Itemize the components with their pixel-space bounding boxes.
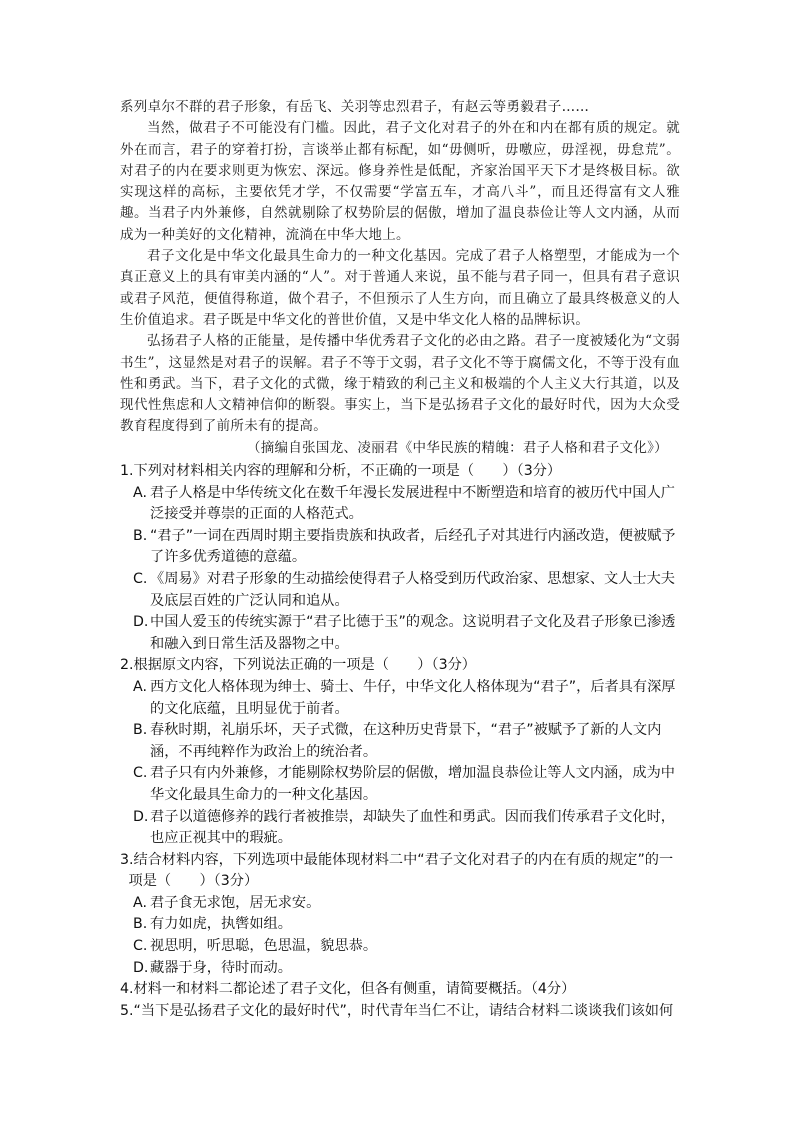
- question-3-option-d[interactable]: [120, 958, 680, 980]
- question-2-option-a[interactable]: [120, 677, 680, 720]
- material-paragraph-3: 君子文化是中华文化最具生命力的一种文化基因。完成了君子人格塑型，才能成为一个真正意义上的具有审美内涵的“人”。对于普通人来说，虽不能与君子同一，但具有君子意识或君子风范，便值得称道，做个君子，不但预示了人生方向，而且确立了最具终极意义的人生价值追求。君子既是中华文化的普世价值，又是中华文化人格的品牌标识。: [120, 248, 680, 328]
- question-4: [120, 979, 680, 1001]
- question-1-option-c[interactable]: [120, 569, 680, 612]
- question-3-option-c[interactable]: [120, 936, 680, 958]
- option-letter: D.: [133, 808, 149, 825]
- option-text: 视思明，听思聪，色思温，貌思恭。: [150, 938, 378, 955]
- reading-material: [120, 97, 680, 459]
- question-2-option-c[interactable]: [120, 763, 680, 806]
- option-text: 君子只有内外兼修，才能剔除权势阶层的倨傲，增加温良恭俭让等人文内涵，成为中华文化最具生命力的一种文化基因。: [150, 765, 675, 803]
- option-text: 春秋时期，礼崩乐坏，天子式微，在这种历史背景下，“君子”被赋予了新的人文内涵，不再纯粹作为政治上的统治者。: [150, 722, 662, 760]
- option-letter: C.: [133, 938, 148, 955]
- option-text: 君子人格是中华传统文化在数千年漫长发展进程中不断塑造和培育的被历代中国人广泛接受并尊崇的正面的人格范式。: [150, 484, 675, 523]
- question-3: [120, 850, 680, 980]
- question-2-stem: 2.根据原文内容，下列说法正确的一项是（ ）（3分）: [120, 657, 476, 674]
- question-list: [120, 461, 680, 1022]
- question-1-stem: 1.下列对材料相关内容的理解和分析，不正确的一项是（ ）（3分）: [120, 463, 562, 479]
- material-source: （摘编自张国龙、凌丽君《中华民族的精魄：君子人格和君子文化》）: [246, 439, 668, 456]
- question-2-option-b[interactable]: [120, 720, 680, 763]
- question-1-option-d[interactable]: [120, 612, 680, 655]
- option-text: 《周易》对君子形象的生动描绘使得君子人格受到历代政治家、思想家、文人士大夫及底层百姓的广泛认同和追从。: [150, 570, 675, 609]
- option-letter: C.: [133, 765, 148, 782]
- option-letter: A.: [133, 484, 147, 501]
- option-text: “君子”一词在西周时期主要指贵族和执政者，后经孔子对其进行内涵改造，便被赋予了许多优秀道德的意蕴。: [150, 527, 676, 566]
- material-paragraph-4: 弘扬君子人格的正能量，是传播中华优秀君子文化的必由之路。君子一度被矮化为“文弱书生”，这显然是对君子的误解。君子不等于文弱，君子文化不等于腐儒文化，不等于没有血性和勇武。当下，君子文化的式微，缘于精致的利己主义和极端的个人主义大行其道，以及现代性焦虑和人文精神信仰的断裂。事实上，当下是弘扬君子文化的最好时代，因为大众受教育程度得到了前所未有的提高。: [120, 333, 680, 435]
- option-letter: D.: [133, 959, 149, 976]
- option-text: 藏器于身，待时而动。: [150, 959, 292, 976]
- question-1-option-b[interactable]: [120, 526, 680, 569]
- option-letter: B.: [133, 722, 148, 739]
- option-text: 君子以道德修养的践行者被推崇，却缺失了血性和勇武。因而我们传承君子文化时，也应正视其中的瑕疵。: [150, 808, 675, 847]
- option-letter: A.: [133, 894, 147, 911]
- option-letter: C.: [133, 570, 148, 587]
- question-3-option-b[interactable]: [120, 914, 680, 936]
- option-text: 中国人爱玉的传统实源于“君子比德于玉”的观念。这说明君子文化及君子形象已渗透和融入到日常生活及器物之中。: [150, 614, 676, 652]
- option-text: 君子食无求饱，居无求安。: [150, 894, 321, 911]
- material-paragraph-1: 系列卓尔不群的君子形象，有岳飞、关羽等忠烈君子，有赵云等勇毅君子……: [120, 99, 590, 115]
- question-1: [120, 461, 680, 655]
- question-4-stem: 4.材料一和材料二都论述了君子文化，但各有侧重，请简要概括。（4分）: [120, 981, 576, 998]
- option-text: 有力如虎，执辔如组。: [150, 916, 292, 933]
- option-letter: D.: [133, 614, 149, 631]
- question-2-option-d[interactable]: [120, 807, 680, 850]
- option-text: 西方文化人格体现为绅士、骑士、牛仔，中华文化人格体现为“君子”，后者具有深厚的文化底蕴，且明显优于前者。: [150, 678, 676, 717]
- question-2: [120, 655, 680, 849]
- option-letter: A.: [133, 678, 147, 695]
- question-5-stem: 5.“当下是弘扬君子文化的最好时代”，时代青年当仁不让，请结合材料二谈谈我们该如何: [120, 1002, 674, 1019]
- option-letter: B.: [133, 527, 148, 544]
- option-letter: B.: [133, 916, 148, 933]
- question-1-option-a[interactable]: [120, 483, 680, 526]
- question-3-stem: 3.结合材料内容，下列选项中最能体现材料二中“君子文化对君子的内在有质的规定”的一项是（ ）（3分）: [120, 851, 674, 890]
- question-5: [120, 1001, 680, 1023]
- material-paragraph-2: 当然，做君子不可能没有门槛。因此，君子文化对君子的外在和内在都有质的规定。就外在而言，君子的穿着打扮，言谈举止都有标配，如“毋侧听，毋噭应，毋淫视，毋怠荒”。对君子的内在要求则更为恢宏、深远。修身养性是低配，齐家治国平天下才是终极目标。欲实现这样的高标，主要依凭才学，不仅需要“学富五车，才高八斗”，而且还得富有文人雅趣。当君子内外兼修，自然就剔除了权势阶层的倨傲，增加了温良恭俭让等人文内涵，从而成为一种美好的文化精神，流淌在中华大地上。: [120, 120, 680, 243]
- question-3-option-a[interactable]: [120, 893, 680, 915]
